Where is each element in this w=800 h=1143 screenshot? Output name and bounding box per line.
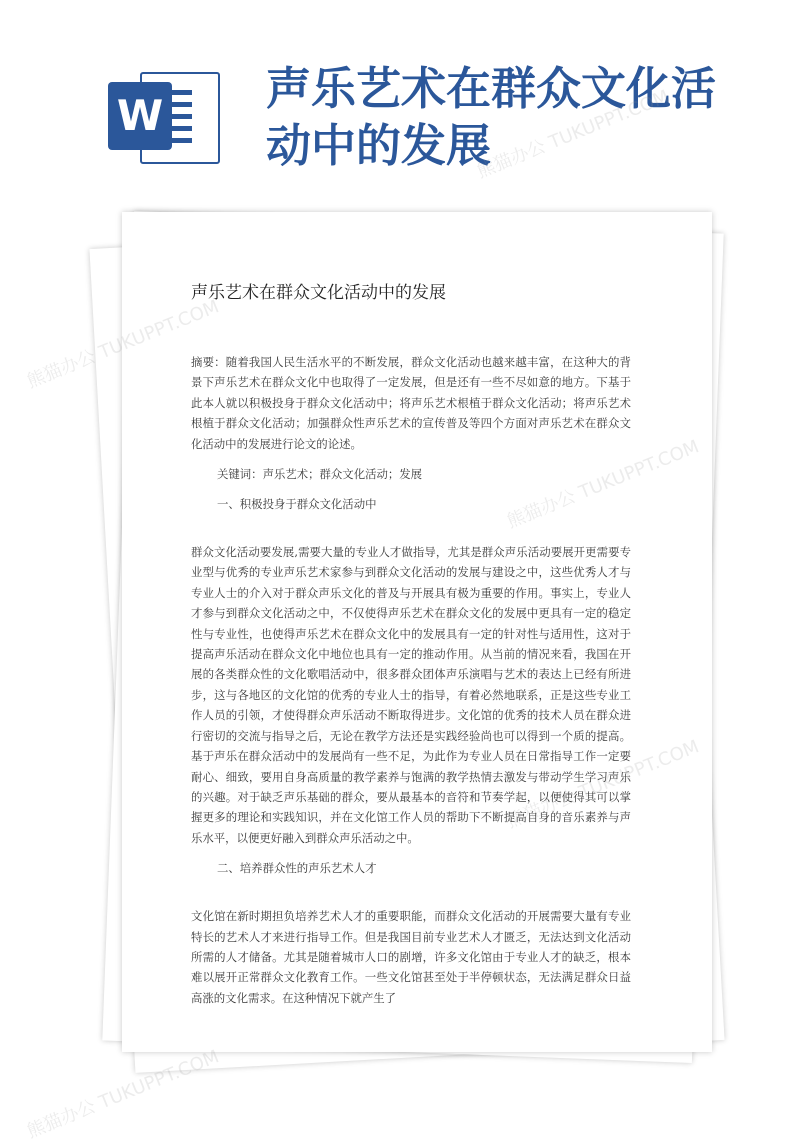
section-body-1: 群众文化活动要发展,需要大量的专业人才做指导，尤其是群众声乐活动要展开更需要专业型与优秀的专业声乐艺术家参与到群众文化活动的发展与建设之中，这些优秀人才与专业人士的介入对于群众声乐文化的普及与开展具有极为重要的作用。事实上，专业人才参与到群众文化活动之中，不仅使得声乐艺术在群众文化的发展中更具有一定的稳定性与专业性，也使得声乐艺术在群众文化中的发展具有一定的针对性与适用性，这对于提高声乐活动在群众文化中地位也具有一定的推动作用。从当前的情况来看，我国在开展的各类群众性的文化歌唱活动中，很多群众团体声乐演唱与艺术的表达上已经有所进步，这与各地区的文化馆的优秀的专业人士的指导，有着必然地联系，正是这些专业工作人员的引领，才使得群众声乐活动不断取得进步。文化馆的优秀的技术人员在群众进行密切的交流与指导之后，无论在教学方法还是实践经验尚也可以得到一个质的提高。基于声乐在群众活动中的发展尚有一些不足，为此作为专业人员在日常指导工作一定要耐心、细致，要用自身高质量的教学素养与饱满的教学热情去激发与带动学生学习声乐的兴趣。对于缺乏声乐基础的群众，要从最基本的音符和节奏学起，以便使得其可以掌握更多的理论和实践知识，并在文化馆工作人员的帮助下不断提高自身的音乐素养与声乐水平，以便更好融入到群众声乐活动之中。 xyxy=(191,545,631,845)
word-icon-letter: W xyxy=(108,82,172,150)
banner-title: 声乐艺术在群众文化活动中的发展 xyxy=(266,62,717,172)
watermark: 熊猫办公 xyxy=(24,346,99,393)
word-icon xyxy=(108,66,218,166)
section-body-2: 文化馆在新时期担负培养艺术人才的重要职能，而群众文化活动的开展需要大量有专业特长的艺术人才来进行指导工作。但是我国目前专业艺术人才匮乏，无法达到文化活动所需的人才储备。尤其是随着城市人口的剧增，许多文化馆由于专业人才的缺乏，根本难以展开正常群众文化教育工作。一些文化馆甚至处于半停顿状态，无法满足群众日益高涨的文化需求。在这种情况下就产生了 xyxy=(191,909,631,1005)
document-title: 声乐艺术在群众文化活动中的发展 xyxy=(191,283,446,303)
abstract: 摘要：随着我国人民生活水平的不断发展，群众文化活动也越来越丰富，在这种大的背景下声乐艺术在群众文化中也取得了一定发展，但是还有一些不尽如意的地方。下基于此本人就以积极投身于群众文化活动中；将声乐艺术根植于群众文化活动；将声乐艺术根植于群众文化活动；加强群众性声乐艺术的宣传普及等四个方面对声乐艺术在群众文化活动中的发展进行论文的论述。 xyxy=(191,355,631,451)
document-content xyxy=(191,280,631,1008)
banner xyxy=(0,0,800,190)
keywords: 关键词：声乐艺术；群众文化活动；发展 xyxy=(217,467,423,482)
watermark: 熊猫办公 TUKUPPT.COM xyxy=(474,86,672,183)
section-heading-1: 一、积极投身于群众文化活动中 xyxy=(217,497,377,512)
section-heading-2: 二、培养群众性的声乐艺术人才 xyxy=(217,861,377,876)
watermark: 熊猫办公 TUKUPPT.COM xyxy=(24,1046,222,1143)
